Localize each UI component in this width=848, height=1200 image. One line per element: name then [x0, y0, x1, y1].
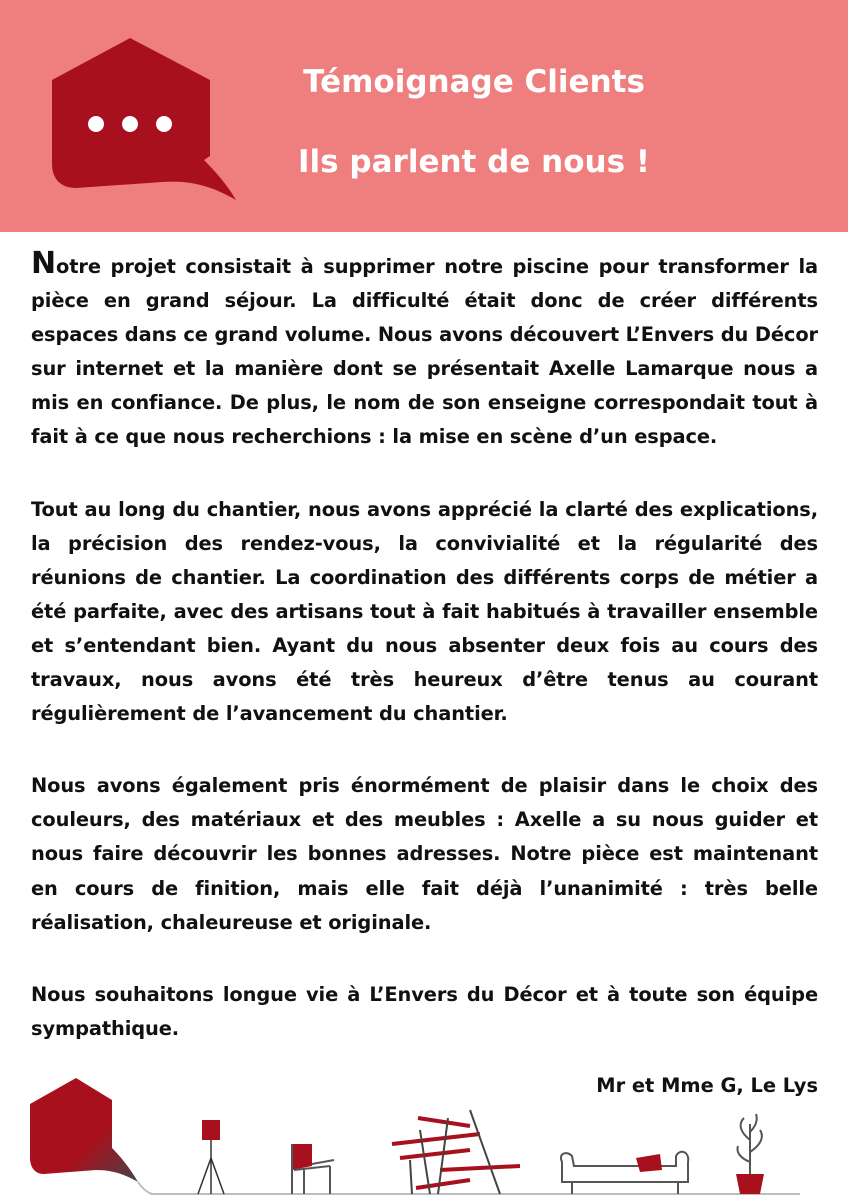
testimonial-body	[31, 246, 818, 1084]
tail-line	[138, 1182, 152, 1194]
signature: Mr et Mme G, Le Lys	[596, 1074, 818, 1097]
footer-illustration	[0, 1070, 848, 1200]
armchair-icon	[292, 1144, 334, 1194]
header-banner	[0, 0, 848, 232]
speech-house-icon	[30, 1078, 138, 1182]
paragraph-1-text: otre projet consistait à supprimer notre piscine pour transformer la pièce en grand séjour. La difficulté était donc de créer différents espaces dans ce grand volume. Nous avons découvert L’Envers du Décor sur internet et la manière dont se présentait Axelle Lamarque nous a mis en confiance. De plus, le nom de son enseigne correspondait tout à fait à ce que nous recherchions : la mise en scène d’un espace.	[31, 255, 818, 449]
planks-icon	[392, 1110, 520, 1194]
paragraph-3: Nous avons également pris énormément de plaisir dans le choix des couleurs, des matériaux et des meubles : Axelle a su nous guider et nous faire découvrir les bonnes adresses. Notre pièce est maintenant en cours de finition, mais elle fait déjà l’unanimité : très belle réalisation, chaleureuse et originale.	[31, 774, 818, 934]
sofa-icon	[561, 1152, 688, 1194]
paragraph-2: Tout au long du chantier, nous avons apprécié la clarté des explications, la précision des rendez-vous, la convivialité et la régularité des réunions de chantier. La coordination des différents corps de métier a été parfaite, avec des artisans tout à fait habitués à travailler ensemble et s’entendant bien. Ayant du nous absenter deux fois au cours des travaux, nous avons été très heureux d’être tenus au courant régulièrement de l’avancement du chantier.	[31, 497, 818, 726]
paragraph-4: Nous souhaitons longue vie à L’Envers du Décor et à toute son équipe sympathique.	[31, 982, 818, 1040]
paragraph-1	[31, 246, 818, 455]
floor-lamp-icon	[198, 1120, 224, 1194]
page-title: Témoignage Clients	[303, 64, 645, 100]
page-subtitle: Ils parlent de nous !	[298, 144, 650, 180]
potted-plant-icon	[736, 1114, 764, 1194]
drop-cap: N	[31, 246, 57, 281]
